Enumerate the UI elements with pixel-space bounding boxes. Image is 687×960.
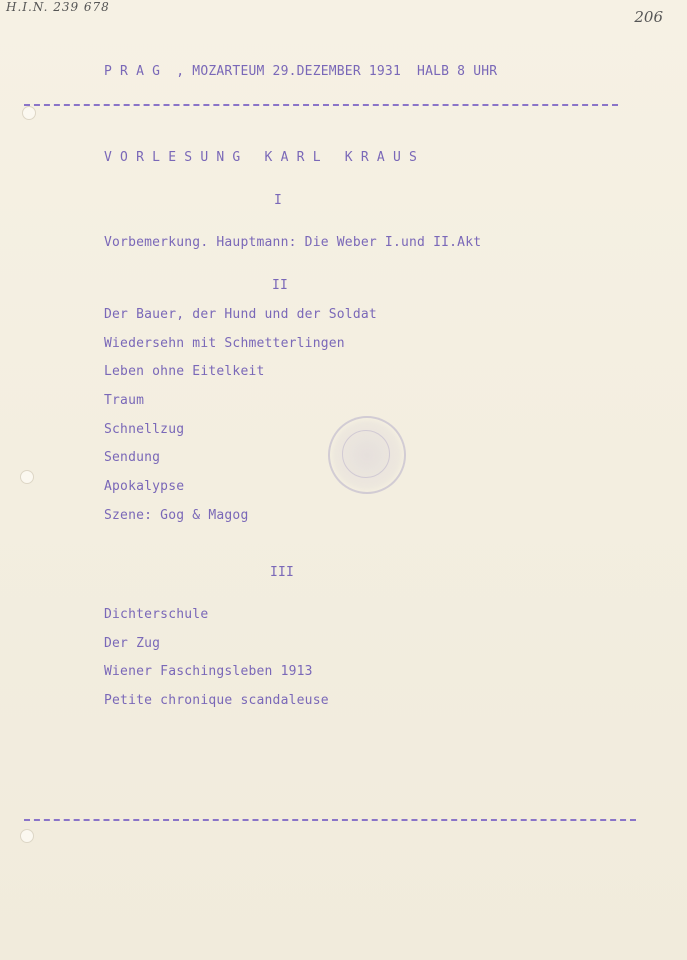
program-item: Petite chronique scandaleuse — [104, 693, 329, 708]
section-numeral-1: I — [274, 193, 283, 208]
program-item: Der Bauer, der Hund und der Soldat — [104, 307, 377, 322]
program-item: Vorbemerkung. Hauptmann: Die Weber I.und II.Akt — [104, 235, 482, 250]
program-item: Wiedersehn mit Schmetterlingen — [104, 336, 345, 351]
program-item: Der Zug — [104, 636, 161, 651]
program-item: Schnellzug — [104, 422, 185, 437]
punch-hole — [20, 470, 34, 484]
program-item: Traum — [104, 393, 145, 408]
program-item: Szene: Gog & Magog — [104, 508, 249, 523]
program-item: Apokalypse — [104, 479, 185, 494]
section-numeral-2: II — [272, 278, 289, 293]
section-numeral-3: III — [270, 565, 295, 580]
punch-hole — [20, 829, 34, 843]
reading-title: V O R L E S U N G K A R L K R A U S — [104, 150, 418, 165]
library-stamp — [328, 416, 406, 494]
inventory-number: H.I.N. 239 678 — [6, 0, 110, 14]
program-item: Wiener Faschingsleben 1913 — [104, 664, 313, 679]
event-header: P R A G , MOZARTEUM 29.DEZEMBER 1931 HALB 8 UHR — [104, 64, 498, 79]
punch-hole — [22, 106, 36, 120]
folio-number: 206 — [634, 8, 663, 26]
bottom-dashed-rule — [24, 819, 636, 821]
program-item: Dichterschule — [104, 607, 209, 622]
program-item: Leben ohne Eitelkeit — [104, 364, 265, 379]
top-dashed-rule — [24, 104, 618, 106]
program-item: Sendung — [104, 450, 161, 465]
